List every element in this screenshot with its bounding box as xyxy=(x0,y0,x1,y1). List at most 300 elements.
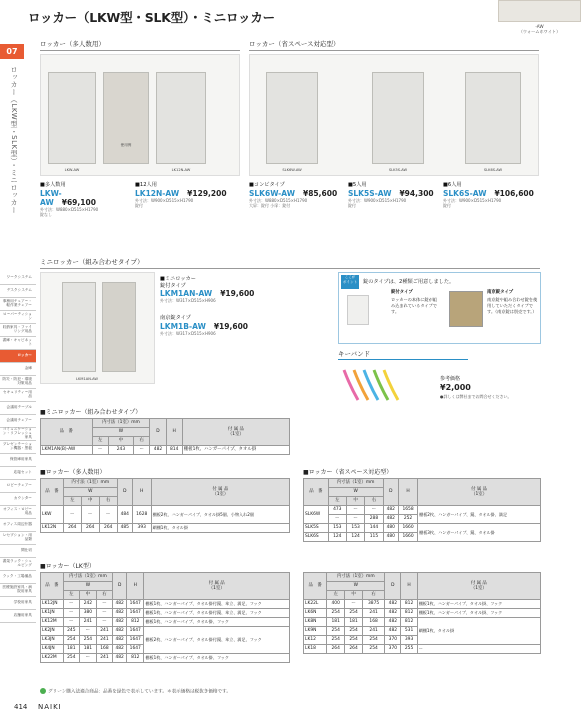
table-title: ■ロッカー（省スペース対応型） xyxy=(303,469,393,476)
lock-type-a-text: ロッカーの本体に錠が組み込まれているタイプです。 xyxy=(391,297,437,314)
col-header: 中 xyxy=(345,591,363,600)
footer-note-text: グリーン購入法適合商品：品番を緑色で表示しています。＊表示価格は税抜き価格です。 xyxy=(48,689,231,695)
cell: 482 xyxy=(385,600,401,609)
locker-lk12-image xyxy=(156,72,206,164)
section-multi-title: ロッカー（多人数用） xyxy=(40,40,105,48)
col-header: 付 属 品 （1室） xyxy=(182,419,289,446)
cell: 241 xyxy=(96,654,113,663)
cell: 531 xyxy=(401,627,417,636)
cell: LK6N xyxy=(304,609,327,618)
cell: LK22L xyxy=(304,600,327,609)
cell: 482 xyxy=(113,636,127,645)
cell: 棚板3枚、ハンガーパイプ、鏡、タオル掛 xyxy=(418,524,541,542)
divider xyxy=(249,50,539,51)
product-type: 錠付タイプ xyxy=(160,282,186,289)
cell: LK2JN xyxy=(41,627,64,636)
vertical-title: ロッカー（LKW型・SLK型）・ミニロッカー xyxy=(10,66,18,214)
product-listing xyxy=(135,182,235,208)
table-row xyxy=(41,627,290,636)
sidebar-item[interactable]: コミュニケーション・リフレッシュ家具 xyxy=(0,428,36,441)
product-price: ¥85,600 xyxy=(303,188,338,198)
page-number: 414 xyxy=(14,703,28,711)
cell: LK9N xyxy=(304,627,327,636)
cell: 393 xyxy=(401,636,417,645)
locker-slk5s-image xyxy=(372,72,424,164)
product-note: 錠付 xyxy=(348,202,356,208)
lk-locker-spec-table-right xyxy=(303,572,541,654)
cell: 473 xyxy=(328,506,346,515)
locker-slk6s-image xyxy=(465,72,521,164)
lock-type-b-title: 南京錠タイプ xyxy=(487,290,514,295)
col-header: 右 xyxy=(134,437,150,446)
cell: SLK5S xyxy=(304,524,329,533)
cell: 812 xyxy=(127,654,144,663)
sidebar-item[interactable]: オフィス周辺什器 xyxy=(0,519,36,532)
cell: 482 xyxy=(383,506,398,515)
cell: 242 xyxy=(80,600,97,609)
mini-locker-open-image xyxy=(102,282,136,372)
image-caption: SLK5S-AW xyxy=(388,168,408,172)
table-title: ■ミニロッカー（組み合わせタイプ） xyxy=(40,409,142,416)
cell: 1647 xyxy=(127,645,144,654)
cell: 棚板1枚、ハンガーパイプ、タオル掛、フック xyxy=(417,609,540,618)
sidebar-item[interactable]: ロビーチェアー xyxy=(0,480,36,493)
cell: 482 xyxy=(113,600,127,609)
cell: SLK6S xyxy=(304,533,329,542)
cell: 288 xyxy=(365,515,383,524)
col-header: H xyxy=(398,479,417,506)
product-size: 外寸法：W317×D515×H906 xyxy=(160,298,216,304)
cell: 254 xyxy=(345,627,363,636)
cell: 393 xyxy=(132,524,151,533)
image-caption: LKM1AN-AW xyxy=(76,377,98,381)
lock-type-a-title: 錠付タイプ xyxy=(391,290,413,295)
cell: 482 xyxy=(113,618,127,627)
cell: 812 xyxy=(401,609,417,618)
cell: 482 xyxy=(113,654,127,663)
cell: ー xyxy=(346,515,364,524)
product-price: ¥94,300 xyxy=(399,188,434,198)
cell: 153 xyxy=(346,524,364,533)
lock-info-box xyxy=(338,272,541,344)
cell: 115 xyxy=(365,533,383,542)
col-header: 左 xyxy=(63,497,81,506)
cell: ー xyxy=(345,600,363,609)
table-row xyxy=(41,600,290,609)
sidebar-item[interactable]: ワークシステム xyxy=(0,272,36,285)
col-header: D xyxy=(150,419,166,446)
cell: 棚板2枚、ハンガーパイプ、鏡、タオル掛、満足 xyxy=(418,506,541,524)
cell: LK4JN xyxy=(41,645,64,654)
cell: 480 xyxy=(383,524,398,533)
sidebar-item[interactable]: 防災・防犯・環境対策用品 xyxy=(0,376,36,389)
cell: ー xyxy=(96,609,113,618)
cell: ー xyxy=(63,506,81,524)
sidebar-item[interactable]: デスクシステム xyxy=(0,285,36,298)
cell: 482 xyxy=(113,627,127,636)
product-category: ■12人用 xyxy=(135,182,157,188)
cell: 241 xyxy=(96,627,113,636)
product-note: 大扉：錠付 小扉：錠付 xyxy=(249,202,291,208)
col-header: D xyxy=(117,479,132,506)
product-note: 錠付 xyxy=(135,202,143,208)
col-header: 中 xyxy=(108,437,133,446)
col-header: W xyxy=(63,488,117,497)
cell: 棚板1枚、ハンガーパイプ、タオル掛、フック xyxy=(144,618,290,627)
cell: ー xyxy=(365,506,383,515)
col-header: 左 xyxy=(327,591,345,600)
cell: LK12JN xyxy=(41,600,64,609)
keyband-note: ●詳しくは弊社までお問合せください。 xyxy=(440,394,512,399)
sidebar-item[interactable]: 事務用チェアー・軽作業チェアー xyxy=(0,298,36,311)
cell: ー xyxy=(328,515,346,524)
col-header: 中 xyxy=(80,591,97,600)
sidebar-item[interactable]: カウンター xyxy=(0,493,36,506)
cell: 812 xyxy=(127,618,144,627)
table-row xyxy=(304,618,541,627)
cell: 棚板1枚、ハンガーパイプ、タオル掛付鏡、傘立、満足、フック xyxy=(144,609,290,618)
table-title: ■ロッカー（多人数用） xyxy=(40,469,106,476)
swatch-label: -AW （ウォームホワイト） xyxy=(518,24,561,35)
product-code: SLK5S-AW xyxy=(348,188,392,198)
col-header: 右 xyxy=(365,497,383,506)
col-header: 付 属 品 （1室） xyxy=(418,479,541,506)
lk-locker-spec-table-left xyxy=(40,572,290,663)
image-caption: SLK6W-AW xyxy=(282,168,302,172)
product-type: 南京錠タイプ xyxy=(160,315,191,321)
product-photo-mini xyxy=(40,272,155,384)
sidebar-item[interactable]: 間仕切 xyxy=(0,545,36,558)
cell: ー xyxy=(346,506,364,515)
col-header: D xyxy=(113,573,127,600)
sidebar-item[interactable]: ラック・工場備品 xyxy=(0,571,36,584)
cell: LK22M xyxy=(41,654,64,663)
color-swatch xyxy=(498,0,581,22)
cell: 181 xyxy=(345,618,363,627)
sidebar-item[interactable]: 学校用家具 xyxy=(0,597,36,610)
table-row xyxy=(41,654,290,663)
cell: 254 xyxy=(345,636,363,645)
locker-slk6w-image xyxy=(266,72,318,164)
cell: 168 xyxy=(362,618,384,627)
table-title: ■ロッカー（LK型） xyxy=(40,563,95,570)
section-mini-title: ミニロッカー（組み合わせタイプ） xyxy=(40,258,144,266)
product-size: 外寸法：W317×D515×H906 xyxy=(160,330,216,336)
col-header: H xyxy=(127,573,144,600)
cell: 153 xyxy=(328,524,346,533)
cell: ー xyxy=(80,654,97,663)
col-header: 品 番 xyxy=(304,479,329,506)
keyband-title: キーバンド xyxy=(338,350,371,358)
cell: 1647 xyxy=(127,600,144,609)
col-header: 右 xyxy=(96,591,113,600)
sidebar-item[interactable]: 医療施設家具・病院用家具 xyxy=(0,584,36,597)
product-category: ■5人用 xyxy=(348,182,367,188)
image-caption: 使用例 xyxy=(120,143,132,147)
product-price: ¥69,100 xyxy=(61,197,96,207)
col-header: 品 番 xyxy=(41,479,64,506)
product-price: ¥106,600 xyxy=(494,188,534,198)
table-row xyxy=(41,524,290,533)
cell: ー xyxy=(96,618,113,627)
cell: 480 xyxy=(383,533,398,542)
product-size: 外寸法：W900×D515×H1790 xyxy=(135,197,194,203)
col-header: 内寸法（1室）mm xyxy=(327,573,385,582)
sidebar-item[interactable]: 金庫 xyxy=(0,363,36,376)
col-header: 左 xyxy=(92,437,108,446)
image-caption: LKW-AW xyxy=(64,168,80,172)
table-row xyxy=(304,600,541,609)
cell: 144 xyxy=(365,524,383,533)
cell: 棚板2枚、ハンガーパイプ、タオル掛5個、小物入れ2個 xyxy=(151,506,289,524)
col-header: H xyxy=(401,573,417,600)
cell: 264 xyxy=(63,524,81,533)
cell: LK12N xyxy=(41,524,64,533)
sidebar-item[interactable]: セキュリティー用品 xyxy=(0,389,36,402)
product-code: LKM1AN-AW xyxy=(160,289,213,298)
col-header: H xyxy=(132,479,151,506)
cell: 棚板1枚、ハンガーパイプ、タオル掛 xyxy=(182,446,289,455)
cell: ー xyxy=(63,600,80,609)
cell: 網棚1枚、タオル掛 xyxy=(417,618,540,645)
cell: 241 xyxy=(362,627,384,636)
cell: LK18 xyxy=(304,645,327,654)
cell: 814 xyxy=(166,446,182,455)
keyband-strap xyxy=(344,370,398,400)
divider xyxy=(338,359,468,360)
col-header: W xyxy=(92,428,150,437)
sidebar-item[interactable]: ローパーティション xyxy=(0,311,36,324)
keyband-price: ¥2,000 xyxy=(440,383,471,392)
cell: ー xyxy=(417,645,540,654)
cell: 252 xyxy=(398,515,417,524)
cell: 168 xyxy=(96,645,113,654)
table-row xyxy=(41,446,290,455)
category-sidebar xyxy=(0,272,36,623)
cell: 482 xyxy=(385,609,401,618)
cell: 812 xyxy=(401,600,417,609)
col-header: W xyxy=(327,582,385,591)
mini-product-b xyxy=(160,315,260,336)
cell: 812 xyxy=(401,618,417,627)
sidebar-item[interactable]: 会議用チェアー xyxy=(0,415,36,428)
col-header: 右 xyxy=(99,497,117,506)
cell: 1658 xyxy=(398,506,417,515)
cell: 254 xyxy=(362,636,384,645)
product-note: 錠付 xyxy=(443,202,451,208)
cell: 124 xyxy=(346,533,364,542)
cell: SLK6W xyxy=(304,506,329,524)
col-header: 左 xyxy=(63,591,80,600)
table-row xyxy=(304,645,541,654)
cell: 245 xyxy=(63,627,80,636)
product-price: ¥129,200 xyxy=(187,188,227,198)
col-header: 内寸法（1室）mm xyxy=(92,419,150,428)
cell: 181 xyxy=(80,645,97,654)
divider xyxy=(40,50,240,51)
cell: ー xyxy=(80,627,97,636)
cell: 1660 xyxy=(398,533,417,542)
cell: 380 xyxy=(80,609,97,618)
cell: 254 xyxy=(327,609,345,618)
cell: LK12M xyxy=(41,618,64,627)
col-header: D xyxy=(385,573,401,600)
cell: 370 xyxy=(385,645,401,654)
col-header: 内寸法（1室）mm xyxy=(63,573,113,582)
product-category: ■6人用 xyxy=(443,182,462,188)
sidebar-item[interactable]: オフィス・ロビー用品 xyxy=(0,506,36,519)
cell: LKM1AN(B)-AW xyxy=(41,446,93,455)
mini-locker-image xyxy=(62,282,96,372)
sidebar-item[interactable]: 書架ラック・シェルビング xyxy=(0,558,36,571)
cell: 254 xyxy=(362,645,384,654)
cell: 482 xyxy=(385,618,401,627)
product-price: ¥19,600 xyxy=(220,289,255,298)
cell: LKW xyxy=(41,506,64,524)
cell: 棚板2枚、ハンガーパイプ、タオル掛付鏡、傘立、満足、フック xyxy=(144,627,290,654)
cell: 482 xyxy=(150,446,166,455)
cell: 1647 xyxy=(127,636,144,645)
table-row xyxy=(41,609,290,618)
cell: 241 xyxy=(362,609,384,618)
green-leaf-icon xyxy=(40,688,46,694)
cell: 254 xyxy=(327,627,345,636)
keyband-price-label: 参考価格 xyxy=(440,376,461,382)
col-header: W xyxy=(63,582,113,591)
col-header: 内寸法（1室）mm xyxy=(63,479,117,488)
product-listing xyxy=(40,182,104,217)
divider xyxy=(40,268,540,269)
cell: ー xyxy=(92,446,108,455)
cell: 482 xyxy=(113,609,127,618)
sidebar-item[interactable]: レセプション・用品類 xyxy=(0,532,36,545)
cell: 棚板1枚、ハンガーパイプ、タオル掛、フック xyxy=(144,654,290,663)
table-row xyxy=(304,524,541,533)
table-row xyxy=(304,609,541,618)
col-header: 右 xyxy=(362,591,384,600)
col-header: 内寸法（1室）mm xyxy=(328,479,383,488)
product-code: SLK6S-AW xyxy=(443,188,487,198)
product-size: 外寸法：W880×D515×H1790 xyxy=(40,207,99,213)
cell: 241 xyxy=(80,618,97,627)
table-row xyxy=(304,506,541,515)
col-header: 付 属 品 （1室） xyxy=(417,573,540,600)
col-header: W xyxy=(328,488,383,497)
cell: 1628 xyxy=(132,506,151,524)
cell: 482 xyxy=(385,627,401,636)
cell: ー xyxy=(63,609,80,618)
product-category: ■ミニロッカー xyxy=(160,276,196,282)
product-listing xyxy=(443,182,543,208)
slim-locker-spec-table xyxy=(303,478,541,542)
product-category: ■コンビタイプ xyxy=(249,182,285,188)
product-size: 外寸法：W900×D515×H1790 xyxy=(443,197,502,203)
cell: 棚板1枚、ハンガーパイプ、タオル掛付鏡、傘立、満足、フック xyxy=(144,600,290,609)
padlock-image xyxy=(449,291,483,327)
product-code: LK12N-AW xyxy=(135,188,180,198)
cell: 482 xyxy=(113,645,127,654)
col-header: D xyxy=(383,479,398,506)
keyband-image xyxy=(340,364,416,404)
cell: 254 xyxy=(63,636,80,645)
brand-name: NAIKI xyxy=(38,703,62,711)
page-title: ロッカー（LKW型・SLK型）・ミニロッカー xyxy=(28,10,275,25)
cell: 181 xyxy=(327,618,345,627)
cell: 網棚1枚、タオル掛 xyxy=(151,524,289,533)
sidebar-item[interactable]: 保管庫用家具 xyxy=(0,454,36,467)
cell: 3875 xyxy=(362,600,384,609)
col-header: 中 xyxy=(81,497,99,506)
section-slim-title: ロッカー（省スペース対応型） xyxy=(249,40,340,48)
sidebar-item[interactable]: プレゼンテーション機器・黒板 xyxy=(0,441,36,454)
cell: ー xyxy=(96,600,113,609)
col-header: 左 xyxy=(328,497,346,506)
point-badge: ここが ポイント xyxy=(341,275,359,289)
locker-lkw-open-image xyxy=(103,72,149,164)
mini-locker-spec-table xyxy=(40,418,290,455)
cell: ー xyxy=(134,446,150,455)
cell: 124 xyxy=(328,533,346,542)
cell: 241 xyxy=(96,636,113,645)
cell: 254 xyxy=(80,636,97,645)
cell: 485 xyxy=(117,524,132,533)
sidebar-item[interactable]: ロッカー xyxy=(0,350,36,363)
cell: 243 xyxy=(108,446,133,455)
locker-lkw-image xyxy=(48,72,96,164)
cell: 1647 xyxy=(127,609,144,618)
cell: 400 xyxy=(327,600,345,609)
image-caption: SLK6S-AW xyxy=(483,168,503,172)
sidebar-item[interactable]: 店舗用家具 xyxy=(0,610,36,623)
product-listing xyxy=(348,182,443,208)
cell: 264 xyxy=(327,645,345,654)
cell: ー xyxy=(81,506,99,524)
col-header: 品 番 xyxy=(41,419,93,446)
cell: 1660 xyxy=(398,524,417,533)
multi-locker-spec-table xyxy=(40,478,290,533)
sidebar-item[interactable]: 書庫・キャビネット xyxy=(0,337,36,350)
image-caption: LK12N-AW xyxy=(171,168,191,172)
key-lock-image xyxy=(347,295,369,325)
cell: 264 xyxy=(81,524,99,533)
sidebar-item[interactable]: 応接セット xyxy=(0,467,36,480)
cell: ー xyxy=(63,618,80,627)
cell: 254 xyxy=(345,609,363,618)
chapter-tab: 07 xyxy=(0,44,24,59)
col-header: 品 番 xyxy=(304,573,327,600)
col-header: 中 xyxy=(346,497,364,506)
cell: 254 xyxy=(63,654,80,663)
lock-type-b-text: 南京錠や組み合わせ錠を使用していただくタイプです。（南京錠は別売です。） xyxy=(487,297,538,314)
product-size: 外寸法：W900×D515×H1790 xyxy=(348,197,407,203)
sidebar-item[interactable]: 収納家具・ファイリング用品 xyxy=(0,324,36,337)
cell: 484 xyxy=(117,506,132,524)
table-row xyxy=(41,506,290,524)
lock-info-heading: 錠のタイプは、2種類ご用意しました。 xyxy=(363,279,455,285)
cell: LK3JN xyxy=(41,636,64,645)
cell: ー xyxy=(99,506,117,524)
cell: 264 xyxy=(345,645,363,654)
cell: LK12 xyxy=(304,636,327,645)
col-header: 付 属 品 （1室） xyxy=(151,479,289,506)
product-listing xyxy=(249,182,349,208)
product-price: ¥19,600 xyxy=(213,321,249,331)
cell: 254 xyxy=(327,636,345,645)
footer-note xyxy=(40,688,231,695)
col-header: H xyxy=(166,419,182,446)
sidebar-item[interactable]: 会議用テーブル xyxy=(0,402,36,415)
cell: LK1JN xyxy=(41,609,64,618)
